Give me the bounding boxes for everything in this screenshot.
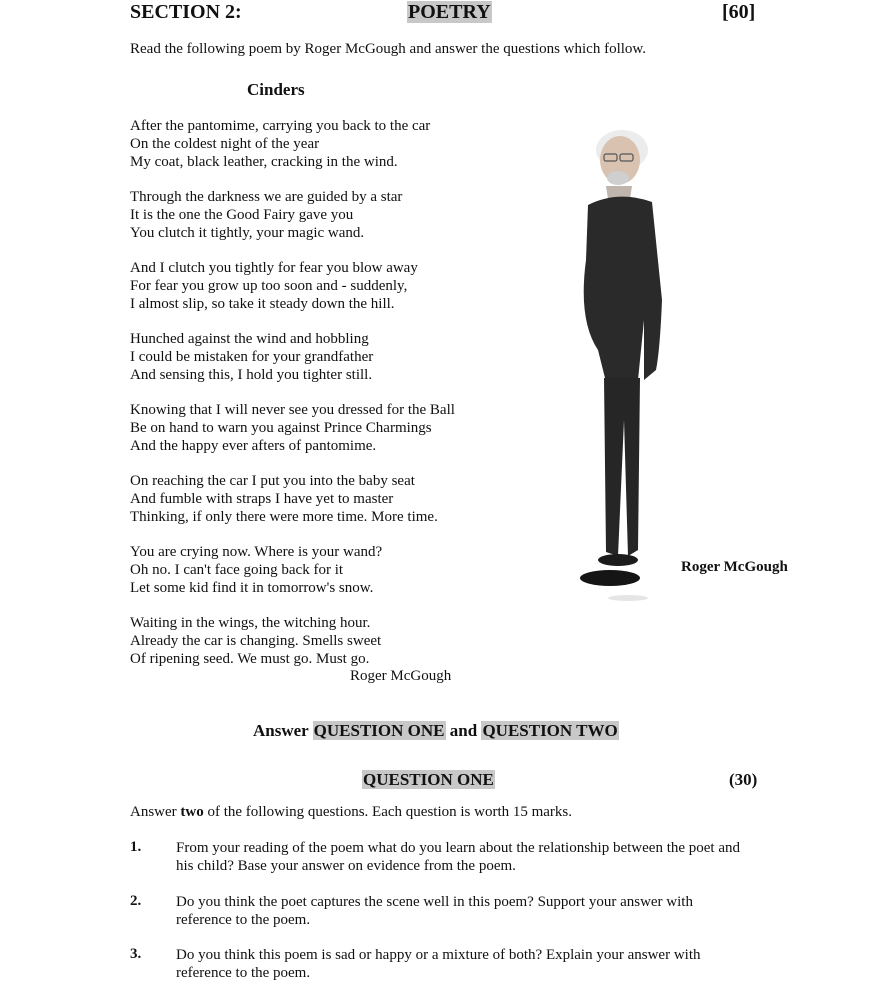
poem-line: Hunched against the wind and hobbling [130,331,369,347]
poem-line: Let some kid find it in tomorrow's snow. [130,579,374,596]
question-text [176,893,776,929]
question-number: 3. [130,946,142,962]
poem-line: It is the one the Good Fairy gave you [130,206,354,223]
poem-stanza-3 [130,260,418,313]
poem-line: I almost slip, so take it steady down the hill. [130,295,395,312]
answer-joiner: and [449,721,478,740]
poem-stanza-6 [130,473,438,526]
poet-jacket [584,197,662,382]
poem-line: And I clutch you tightly for fear you blow away [130,260,418,276]
poem-line: Of ripening seed. We must go. Must go. [130,650,370,667]
poem-stanza-7 [130,544,382,597]
poem-line: You are crying now. Where is your wand? [130,544,383,560]
section-name [407,1,492,24]
question-line: From your reading of the poem what do you learn about the relationship between the poet and [176,840,741,856]
section-marks: [60] [722,1,756,23]
answer-q2-highlight: QUESTION TWO [482,721,618,740]
section-title: SECTION 2: [130,1,242,23]
question-text [176,839,776,875]
poem-line: And fumble with straps I have yet to master [130,490,394,507]
poet-figure [548,120,678,605]
answer-prefix: Answer [253,721,309,740]
poem-line: On reaching the car I put you into the baby seat [130,473,415,489]
poem-line: Knowing that I will never see you dressed for the Ball [130,402,455,418]
question-line: Do you think the poet captures the scene well in this poem? Support your answer with [176,894,693,910]
question-number: 1. [130,839,142,855]
question-line: his child? Base your answer on evidence from the poem. [176,858,516,874]
poem-line: My coat, black leather, cracking in the wind. [130,153,398,170]
section-name-highlight: POETRY [408,1,491,23]
poem-line: And the happy ever afters of pantomime. [130,437,377,454]
poem-line: Thinking, if only there were more time. More time. [130,508,438,525]
poem-line: Through the darkness we are guided by a star [130,189,403,205]
question-text [176,946,776,982]
photo-caption: Roger McGough [681,559,788,575]
instruction-pre: Answer [130,804,177,820]
poem-stanza-1 [130,118,430,171]
instruction-post: of the following questions. Each question is worth 15 marks. [207,804,573,820]
question-one-instruction [130,804,572,821]
poem-line: Be on hand to warn you against Prince Charmings [130,419,432,436]
poem-line: You clutch it tightly, your magic wand. [130,224,365,241]
poem-line: For fear you grow up too soon and - suddenly, [130,277,408,294]
question-line: reference to the poem. [176,965,311,981]
poem-title: Cinders [247,80,305,99]
answer-instruction [253,721,619,741]
poem-stanza-2 [130,189,402,242]
question-one-heading [362,770,495,790]
answer-q1-highlight: QUESTION ONE [313,721,445,740]
question-number: 2. [130,893,142,909]
poem-line: Oh no. I can't face going back for it [130,561,344,578]
poem-line: Already the car is changing. Smells sweet [130,632,382,649]
poet-legs [604,378,640,556]
question-one-heading-highlight: QUESTION ONE [363,770,494,789]
poem-line: And sensing this, I hold you tighter still. [130,366,373,383]
poem-author: Roger McGough [350,668,452,684]
poem-line: Waiting in the wings, the witching hour. [130,615,371,631]
intro-text: Read the following poem by Roger McGough and answer the questions which follow. [130,41,647,57]
poem-stanza-4 [130,331,373,384]
question-one-marks: (30) [729,770,758,789]
poem-line: After the pantomime, carrying you back to the car [130,118,431,134]
poem-line: On the coldest night of the year [130,135,320,152]
question-line: Do you think this poem is sad or happy or a mixture of both? Explain your answer with [176,947,701,963]
question-line: reference to the poem. [176,912,311,928]
poem-stanza-5 [130,402,455,455]
instruction-bold: two [180,804,204,820]
poet-photo [548,120,678,605]
poem-line: I could be mistaken for your grandfather [130,348,374,365]
poem-stanza-8 [130,615,381,668]
